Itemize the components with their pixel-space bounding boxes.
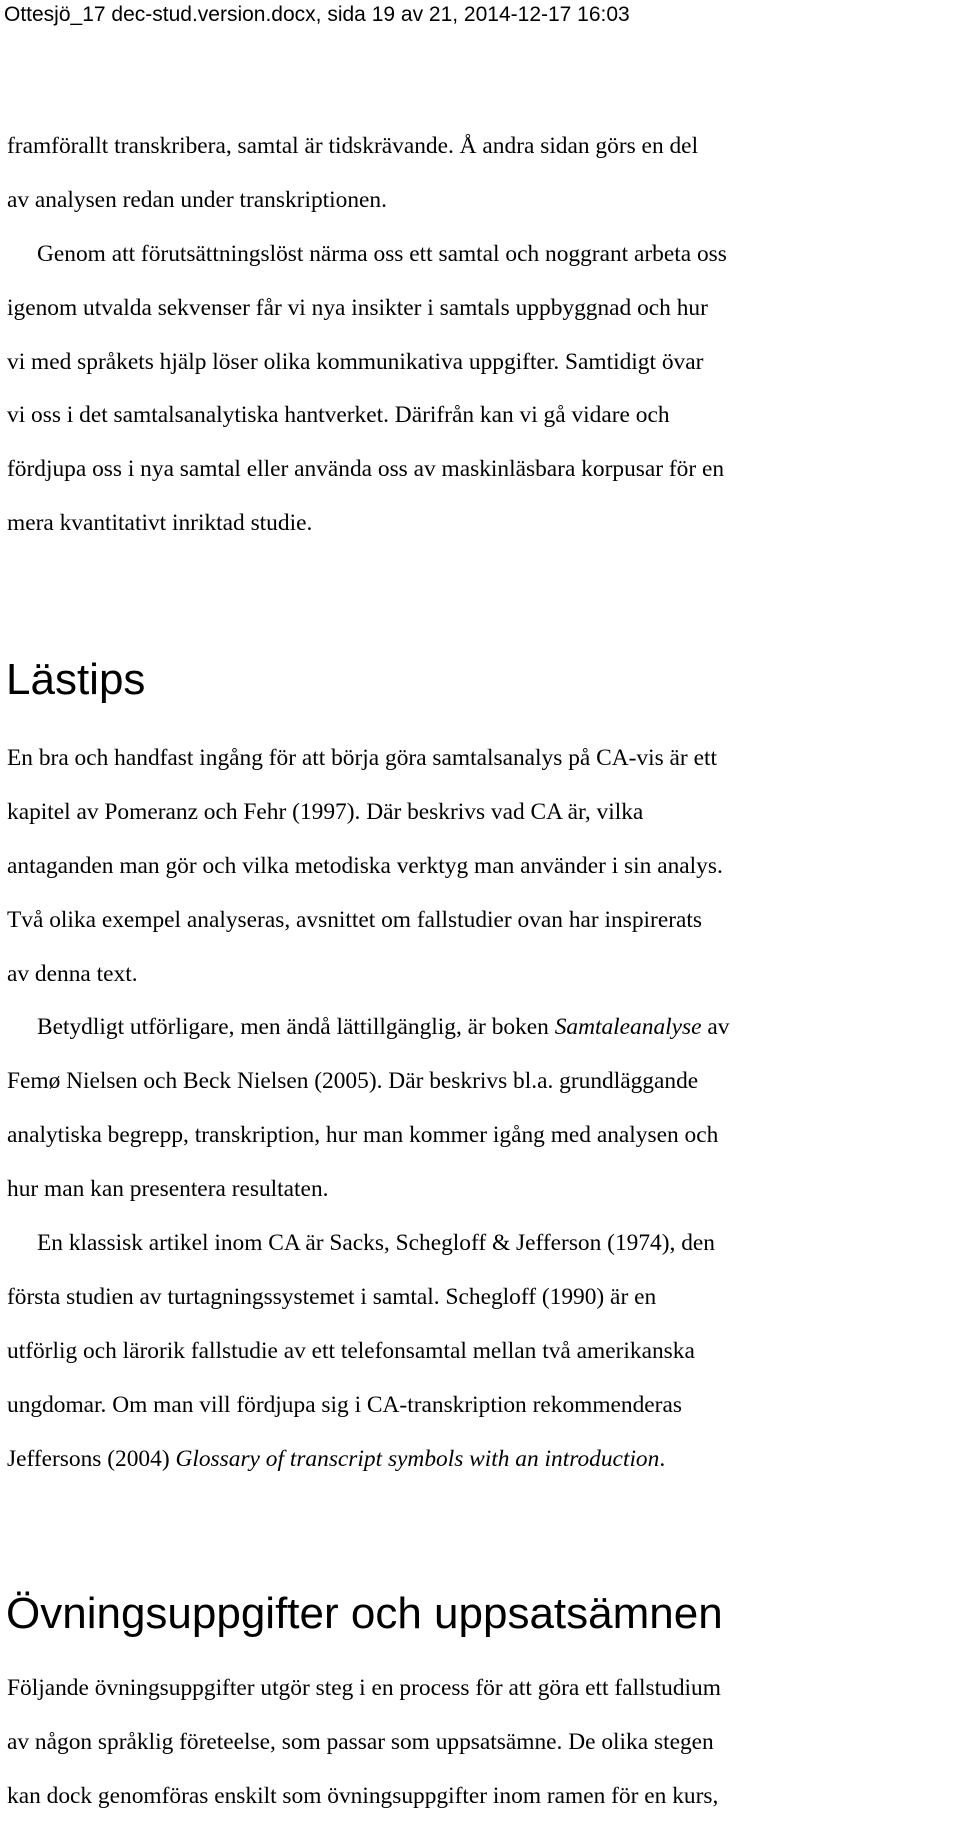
text-line: fördjupa oss i nya samtal eller använda oss av maskinläsbara korpusar för en <box>7 456 725 483</box>
book-title: Glossary of transcript symbols with an introduction <box>175 1445 660 1472</box>
text-run: Jeffersons (2004) <box>7 1445 176 1472</box>
text-line: En klassisk artikel inom CA är Sacks, Schegloff & Jefferson (1974), den <box>37 1230 715 1257</box>
text-line: Följande övningsuppgifter utgör steg i en process för att göra ett fallstudium <box>7 1675 721 1701</box>
text-line: av denna text. <box>7 960 138 987</box>
text-line: utförlig och lärorik fallstudie av ett telefonsamtal mellan två amerikanska <box>7 1337 695 1364</box>
text-line: av någon språklig företeelse, som passar som uppsatsämne. De olika stegen <box>7 1728 714 1755</box>
text-line: igenom utvalda sekvenser får vi nya insikter i samtals uppbyggnad och hur <box>7 294 708 321</box>
text-line: Två olika exempel analyseras, avsnittet om fallstudier ovan har inspirerats <box>7 906 702 933</box>
ovningar-paragraph <box>7 1662 959 1824</box>
section-heading-lastips: Lästips <box>6 655 146 704</box>
text-line <box>7 1433 959 1487</box>
text-line: En bra och handfast ingång för att börja göra samtalsanalys på CA-vis är ett <box>7 745 717 771</box>
text-line: analytiska begrepp, transkription, hur man kommer igång med analysen och <box>7 1122 719 1149</box>
text-line: första studien av turtagningssystemet i samtal. Schegloff (1990) är en <box>7 1283 657 1310</box>
intro-paragraph <box>7 120 959 551</box>
text-line: hur man kan presentera resultaten. <box>7 1176 329 1203</box>
text-line: Femø Nielsen och Beck Nielsen (2005). Där beskrivs bl.a. grundläggande <box>7 1068 699 1095</box>
text-line <box>7 1001 959 1055</box>
text-run: . <box>659 1445 666 1472</box>
text-line: vi oss i det samtalsanalytiska hantverket. Därifrån kan vi gå vidare och <box>7 402 670 429</box>
text-line: vi med språkets hjälp löser olika kommunikativa uppgifter. Samtidigt övar <box>7 348 704 375</box>
text-line: antaganden man gör och vilka metodiska verktyg man använder i sin analys. <box>7 852 723 879</box>
text-line: av analysen redan under transkriptionen. <box>7 186 387 213</box>
text-run: Betydligt utförligare, men ändå lättillgänglig, är boken <box>37 1014 555 1041</box>
text-line: kapitel av Pomeranz och Fehr (1997). Där beskrivs vad CA är, vilka <box>7 798 644 825</box>
text-run: av <box>701 1014 730 1041</box>
section-heading-ovningsuppgifter: Övningsuppgifter och uppsatsämnen <box>6 1589 723 1638</box>
text-line: ungdomar. Om man vill fördjupa sig i CA-transkription rekommenderas <box>7 1391 682 1418</box>
text-line: Genom att förutsättningslöst närma oss ett samtal och noggrant arbeta oss <box>37 240 727 267</box>
lastips-paragraphs <box>7 732 959 1486</box>
book-title: Samtaleanalyse <box>554 1014 702 1041</box>
text-line: kan dock genomföras enskilt som övningsuppgifter inom ramen för en kurs, <box>7 1782 719 1809</box>
document-header: Ottesjö_17 dec-stud.version.docx, sida 19 av 21, 2014-12-17 16:03 <box>4 3 630 26</box>
text-line: mera kvantitativt inriktad studie. <box>7 510 313 537</box>
text-line: framförallt transkribera, samtal är tidskrävande. Å andra sidan görs en del <box>7 133 699 159</box>
